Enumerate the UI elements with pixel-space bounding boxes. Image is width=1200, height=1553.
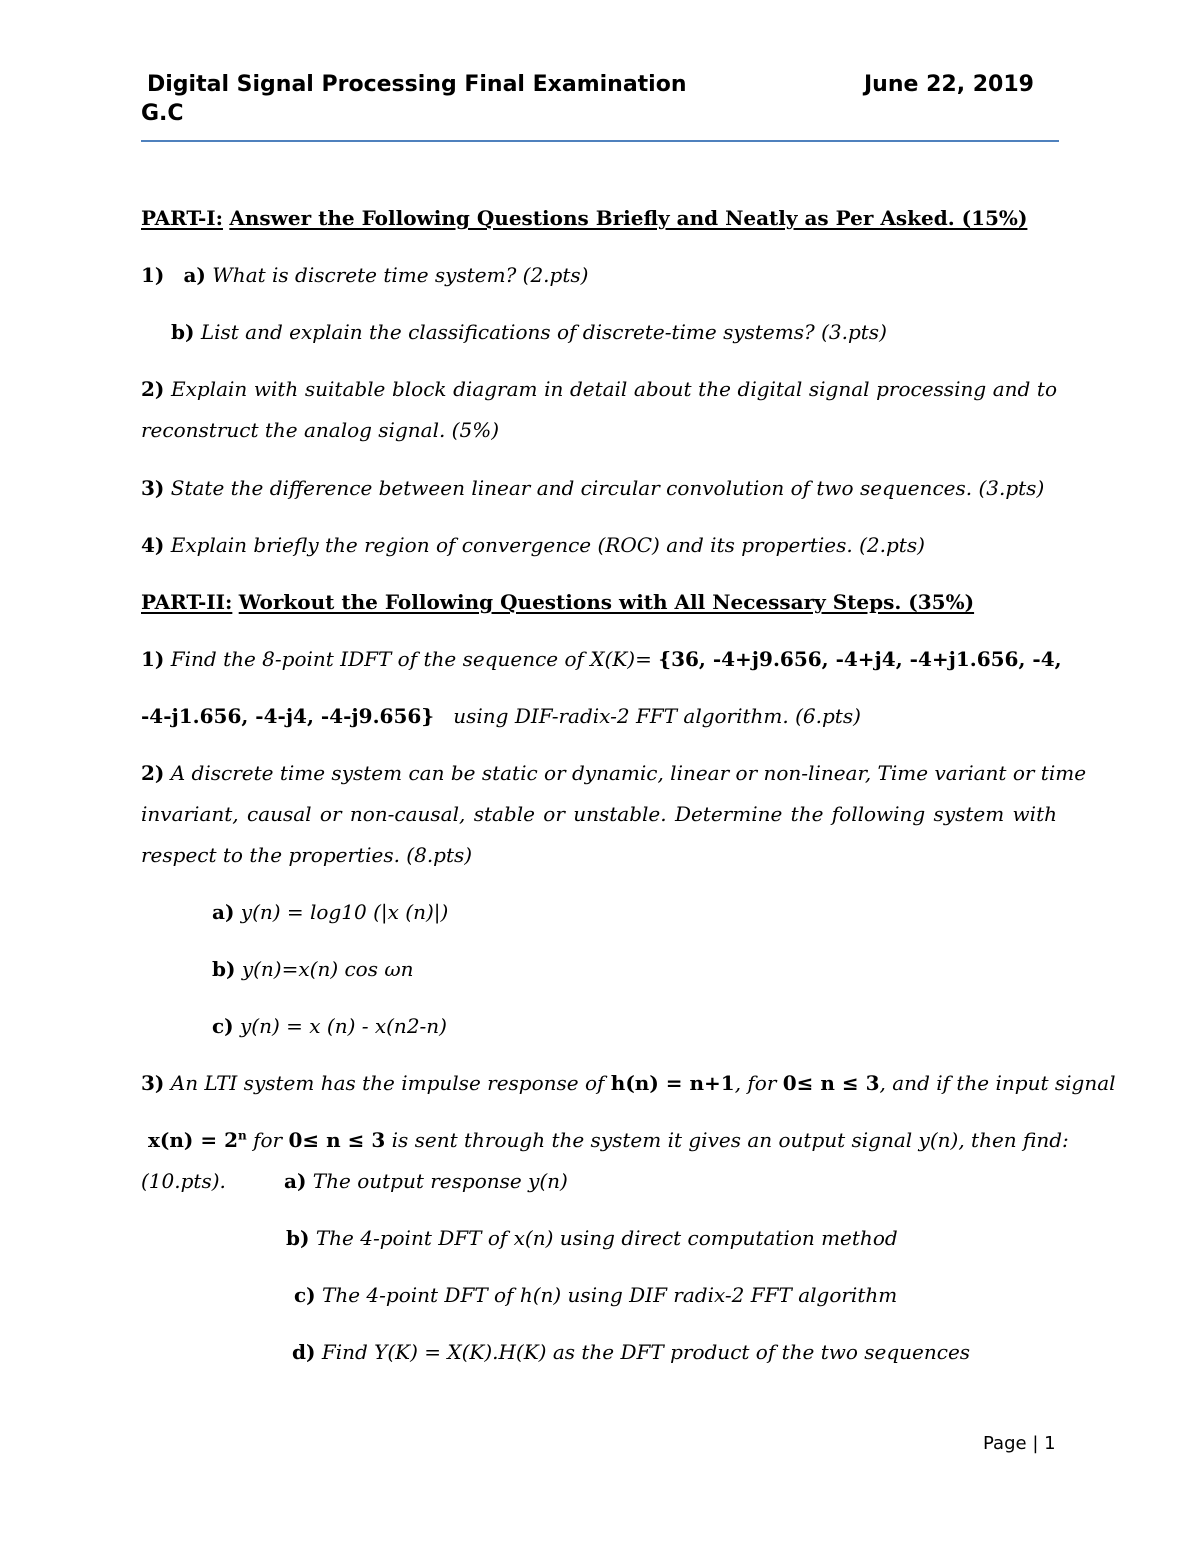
impulse-response: h(n) = n+1 — [610, 1071, 735, 1095]
part1-title: Answer the Following Questions Briefly and Neatly as Per Asked. (15%) — [229, 206, 1028, 230]
points-text: (10.pts). — [141, 1169, 226, 1193]
input-signal: x(n) = 2 — [148, 1128, 238, 1152]
equation-text: y(n) = x (n) - x(n2-n) — [240, 1014, 447, 1038]
page-separator: | — [1032, 1433, 1039, 1454]
question-text: The output response y(n) — [312, 1169, 568, 1193]
part2-title: Workout the Following Questions with All Necessary Steps. (35%) — [238, 590, 975, 614]
equation-text: y(n)=x(n) cos ωn — [241, 957, 414, 981]
question-number: 2) — [141, 761, 165, 785]
part1-q2-line2 — [141, 418, 499, 442]
part2-q3d — [292, 1340, 970, 1364]
subquestion-label: c) — [294, 1283, 316, 1307]
question-number: 2) — [141, 377, 165, 401]
question-text: An LTI system has the impulse response of — [170, 1071, 605, 1095]
question-text: using DIF-radix-2 FFT algorithm. (6.pts) — [453, 704, 861, 728]
subquestion-label: b) — [212, 957, 236, 981]
part2-q2c — [212, 1014, 447, 1038]
part2-q2-line3 — [141, 843, 472, 867]
question-text: State the difference between linear and circular convolution of two sequences. (3.pts) — [170, 476, 1045, 500]
part2-q1-line1 — [141, 647, 1062, 671]
subquestion-label: a) — [212, 900, 235, 924]
page-label: Page — [983, 1433, 1027, 1454]
question-text: is sent through the system it gives an output signal y(n), then find: — [391, 1128, 1069, 1152]
equation-text: y(n) = log10 (|x (n)|) — [240, 900, 449, 924]
part2-label: PART-II: — [141, 590, 233, 614]
question-text: , for — [734, 1071, 777, 1095]
question-text: invariant, causal or non-causal, stable or unstable. Determine the following system with — [141, 802, 1057, 826]
question-number: 4) — [141, 533, 165, 557]
question-text: Find the 8-point IDFT of the sequence of X(K)= — [170, 647, 652, 671]
calendar-note: G.C — [141, 101, 184, 126]
page-footer — [983, 1433, 1056, 1454]
subquestion-label: b) — [286, 1226, 310, 1250]
subquestion-label: b) — [171, 320, 195, 344]
part1-q4 — [141, 533, 925, 557]
part1-q1b — [171, 320, 887, 344]
part1-heading — [141, 206, 1027, 230]
subquestion-label: a) — [183, 263, 206, 287]
exam-title: Digital Signal Processing Final Examination — [147, 72, 687, 97]
part2-q3c — [294, 1283, 897, 1307]
part1-q3 — [141, 476, 1044, 500]
sequence-values: -4-j1.656, -4-j4, -4-j9.656} — [141, 704, 435, 728]
question-text: Find Y(K) = X(K).H(K) as the DFT product of the two sequences — [321, 1340, 971, 1364]
question-text: The 4-point DFT of h(n) using DIF radix-2 FFT algorithm — [322, 1283, 898, 1307]
question-text: , and if the input signal — [879, 1071, 1116, 1095]
question-number: 3) — [141, 1071, 165, 1095]
question-text: Explain with suitable block diagram in detail about the digital signal processing and to — [170, 377, 1057, 401]
exam-date: June 22, 2019 — [864, 72, 1034, 97]
part2-q2-line2 — [141, 802, 1057, 826]
question-text: What is discrete time system? (2.pts) — [212, 263, 589, 287]
question-text: for — [253, 1128, 283, 1152]
part2-q2-line1 — [141, 761, 1087, 785]
question-text: The 4-point DFT of x(n) using direct computation method — [315, 1226, 898, 1250]
part2-q3-line1 — [141, 1071, 1116, 1095]
page-number: 1 — [1044, 1433, 1056, 1454]
part2-q3-points — [141, 1169, 226, 1193]
header-divider — [141, 140, 1059, 142]
question-number: 1) — [141, 263, 165, 287]
part1-q1a — [141, 263, 588, 287]
subquestion-label: c) — [212, 1014, 234, 1038]
question-text: respect to the properties. (8.pts) — [141, 843, 473, 867]
subquestion-label: a) — [284, 1169, 307, 1193]
part2-q2a — [212, 900, 448, 924]
range-text: 0≤ n ≤ 3 — [288, 1128, 386, 1152]
part1-q2-line1 — [141, 377, 1057, 401]
part1-label: PART-I: — [141, 206, 223, 230]
part2-q2b — [212, 957, 414, 981]
question-number: 3) — [141, 476, 165, 500]
question-text: Explain briefly the region of convergence (ROC) and its properties. (2.pts) — [170, 533, 925, 557]
sequence-values: {36, -4+j9.656, -4+j4, -4+j1.656, -4, — [658, 647, 1062, 671]
question-text: A discrete time system can be static or dynamic, linear or non-linear, Time variant or time — [170, 761, 1087, 785]
part2-q3a — [284, 1169, 568, 1193]
part2-heading — [141, 590, 974, 614]
part2-q3-line2 — [148, 1128, 1069, 1152]
subquestion-label: d) — [292, 1340, 316, 1364]
part2-q1-line2 — [141, 704, 861, 728]
range-text: 0≤ n ≤ 3 — [782, 1071, 880, 1095]
exponent: n — [238, 1128, 247, 1143]
part2-q3b — [286, 1226, 898, 1250]
question-number: 1) — [141, 647, 165, 671]
question-text: reconstruct the analog signal. (5%) — [141, 418, 500, 442]
question-text: List and explain the classifications of discrete-time systems? (3.pts) — [200, 320, 887, 344]
